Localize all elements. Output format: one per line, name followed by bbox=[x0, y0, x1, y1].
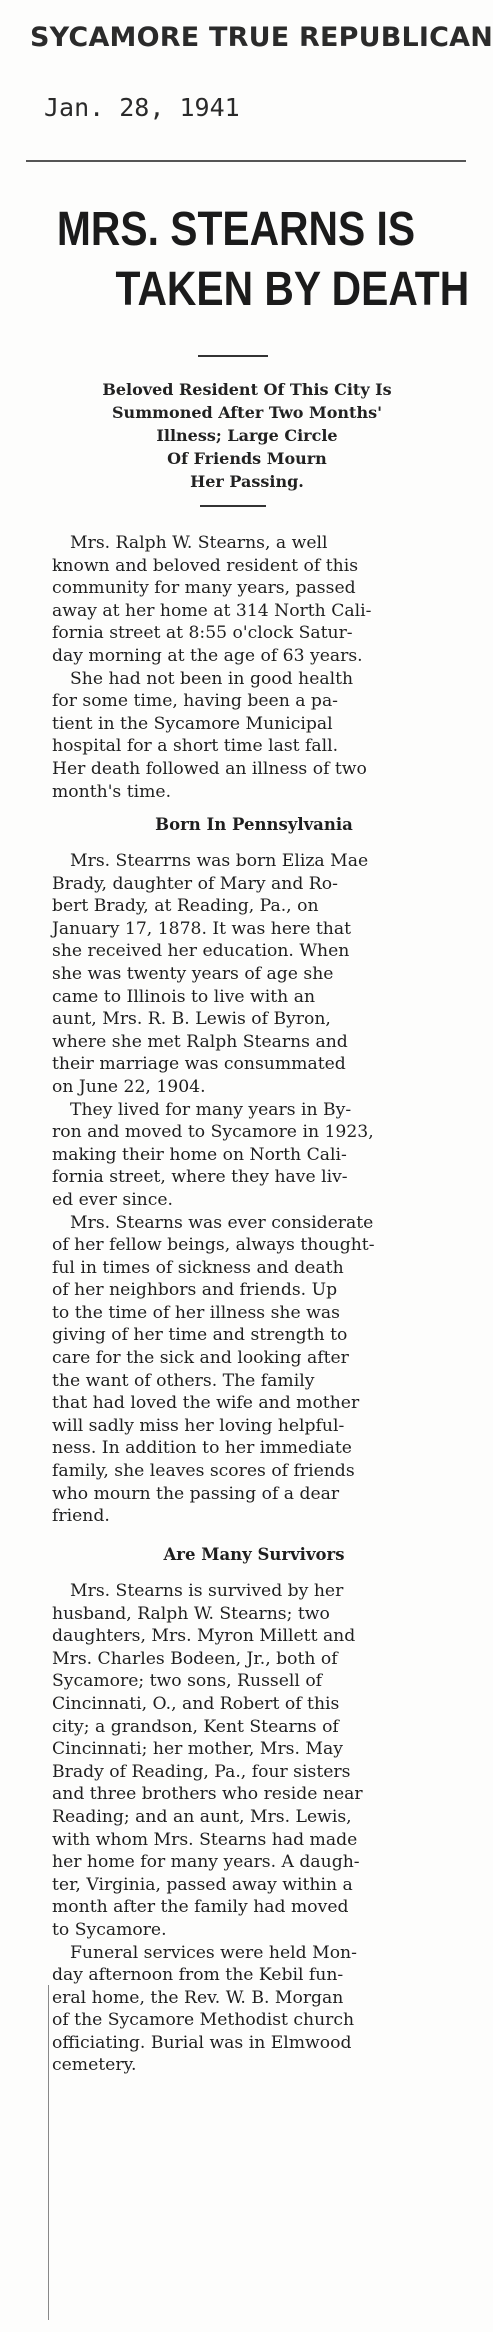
article-body-biography bbox=[52, 850, 456, 1528]
article-text-line: daughters, Mrs. Myron Millett and bbox=[52, 1626, 356, 1647]
article-text-line: came to Illinois to live with an bbox=[52, 986, 316, 1007]
subhead-are-many-survivors: Are Many Survivors bbox=[163, 1545, 345, 1564]
article-text-line: They lived for many years in By- bbox=[70, 1099, 352, 1120]
article-text-line: Mrs. Stearns was ever considerate bbox=[70, 1212, 374, 1233]
headline-line-2: TAKEN BY DEATH bbox=[115, 263, 470, 316]
article-text-line: for some time, having been a pa- bbox=[52, 691, 338, 712]
clipping-edge-line bbox=[48, 1985, 49, 2320]
article-headline bbox=[28, 200, 470, 320]
article-text-line: She had not been in good health bbox=[70, 668, 354, 689]
article-text-line: away at her home at 314 North Cali- bbox=[52, 600, 372, 621]
article-text-line: officiating. Burial was in Elmwood bbox=[52, 2032, 352, 2053]
article-deck bbox=[24, 378, 470, 493]
article-text-line: aunt, Mrs. R. B. Lewis of Byron, bbox=[52, 1009, 331, 1030]
article-body-intro bbox=[52, 532, 456, 803]
article-text-line: Cincinnati, O., and Robert of this bbox=[52, 1693, 340, 1714]
article-text-line: bert Brady, at Reading, Pa., on bbox=[52, 896, 319, 917]
article-text-line: will sadly miss her loving helpful- bbox=[52, 1415, 345, 1436]
article-text-line: of her fellow beings, always thought- bbox=[52, 1235, 375, 1256]
article-text-line: Funeral services were held Mon- bbox=[70, 1942, 357, 1963]
article-text-line: friend. bbox=[52, 1506, 110, 1527]
article-text-line: city; a grandson, Kent Stearns of bbox=[52, 1716, 339, 1737]
article-text-line: Her death followed an illness of two bbox=[52, 758, 367, 779]
article-text-line: where she met Ralph Stearns and bbox=[52, 1031, 348, 1052]
subhead-born-in-pennsylvania: Born In Pennsylvania bbox=[155, 815, 353, 834]
deck-line: Of Friends Mourn bbox=[167, 449, 327, 468]
deck-line: Summoned After Two Months' bbox=[112, 403, 382, 422]
article-text-line: cemetery. bbox=[52, 2055, 137, 2076]
article-text-line: fornia street at 8:55 o'clock Satur- bbox=[52, 623, 353, 644]
article-text-line: Brady of Reading, Pa., four sisters bbox=[52, 1761, 351, 1782]
headline-line-1: MRS. STEARNS IS bbox=[56, 203, 416, 256]
article-text-line: Mrs. Ralph W. Stearns, a well bbox=[70, 533, 328, 553]
article-text-line: day afternoon from the Kebil fun- bbox=[52, 1965, 344, 1986]
article-text-line: husband, Ralph W. Stearns; two bbox=[52, 1603, 330, 1624]
article-text-line: community for many years, passed bbox=[52, 578, 356, 599]
article-body-survivors bbox=[52, 1580, 456, 2077]
article-text-line: ter, Virginia, passed away within a bbox=[52, 1874, 353, 1895]
deck-line: Her Passing. bbox=[190, 472, 304, 491]
article-text-line: ful in times of sickness and death bbox=[52, 1257, 344, 1278]
article-text-line: to Sycamore. bbox=[52, 1919, 167, 1940]
article-text-line: to the time of her illness she was bbox=[52, 1302, 340, 1323]
newspaper-masthead: SYCAMORE TRUE REPUBLICAN bbox=[30, 22, 493, 53]
article-text-line: fornia street, where they have liv- bbox=[52, 1167, 348, 1188]
article-text-line: Reading; and an aunt, Mrs. Lewis, bbox=[52, 1806, 352, 1827]
deck-line: Illness; Large Circle bbox=[156, 426, 338, 445]
article-text-line: who mourn the passing of a dear bbox=[52, 1483, 340, 1504]
article-text-line: family, she leaves scores of friends bbox=[52, 1461, 355, 1482]
article-text-line: care for the sick and looking after bbox=[52, 1348, 349, 1369]
article-text-line: Mrs. Stearns is survived by her bbox=[70, 1581, 344, 1601]
article-text-line: month after the family had moved bbox=[52, 1897, 349, 1918]
article-text-line: on June 22, 1904. bbox=[52, 1076, 206, 1097]
article-text-line: with whom Mrs. Stearns had made bbox=[52, 1829, 358, 1850]
headline-divider bbox=[198, 355, 268, 357]
article-text-line: tient in the Sycamore Municipal bbox=[52, 713, 333, 734]
article-text-line: Mrs. Charles Bodeen, Jr., both of bbox=[52, 1648, 338, 1669]
article-text-line: and three brothers who reside near bbox=[52, 1784, 363, 1805]
article-text-line: giving of her time and strength to bbox=[52, 1325, 348, 1346]
article-text-line: month's time. bbox=[52, 781, 172, 802]
article-text-line: her home for many years. A daugh- bbox=[52, 1852, 360, 1873]
article-text-line: Mrs. Stearrns was born Eliza Mae bbox=[70, 851, 369, 871]
masthead-rule bbox=[26, 160, 466, 162]
article-text-line: day morning at the age of 63 years. bbox=[52, 645, 363, 666]
article-text-line: Brady, daughter of Mary and Ro- bbox=[52, 873, 338, 894]
article-text-line: the want of others. The family bbox=[52, 1370, 315, 1391]
article-text-line: eral home, the Rev. W. B. Morgan bbox=[52, 1987, 344, 2008]
article-text-line: of her neighbors and friends. Up bbox=[52, 1280, 338, 1301]
article-text-line: ness. In addition to her immediate bbox=[52, 1438, 352, 1459]
article-text-line: making their home on North Cali- bbox=[52, 1144, 347, 1165]
article-text-line: ed ever since. bbox=[52, 1189, 174, 1210]
article-text-line: of the Sycamore Methodist church bbox=[52, 2010, 355, 2031]
article-text-line: she received her education. When bbox=[52, 941, 350, 962]
article-text-line: known and beloved resident of this bbox=[52, 555, 359, 576]
article-text-line: their marriage was consummated bbox=[52, 1054, 346, 1075]
article-text-line: January 17, 1878. It was here that bbox=[52, 918, 352, 939]
deck-line: Beloved Resident Of This City Is bbox=[102, 380, 392, 399]
article-text-line: that had loved the wife and mother bbox=[52, 1393, 360, 1414]
article-text-line: hospital for a short time last fall. bbox=[52, 736, 339, 757]
deck-divider bbox=[200, 505, 266, 507]
article-text-line: ron and moved to Sycamore in 1923, bbox=[52, 1122, 374, 1143]
article-text-line: Sycamore; two sons, Russell of bbox=[52, 1671, 323, 1692]
publication-date: Jan. 28, 1941 bbox=[44, 93, 240, 122]
article-text-line: Cincinnati; her mother, Mrs. May bbox=[52, 1739, 343, 1760]
article-text-line: she was twenty years of age she bbox=[52, 963, 334, 984]
